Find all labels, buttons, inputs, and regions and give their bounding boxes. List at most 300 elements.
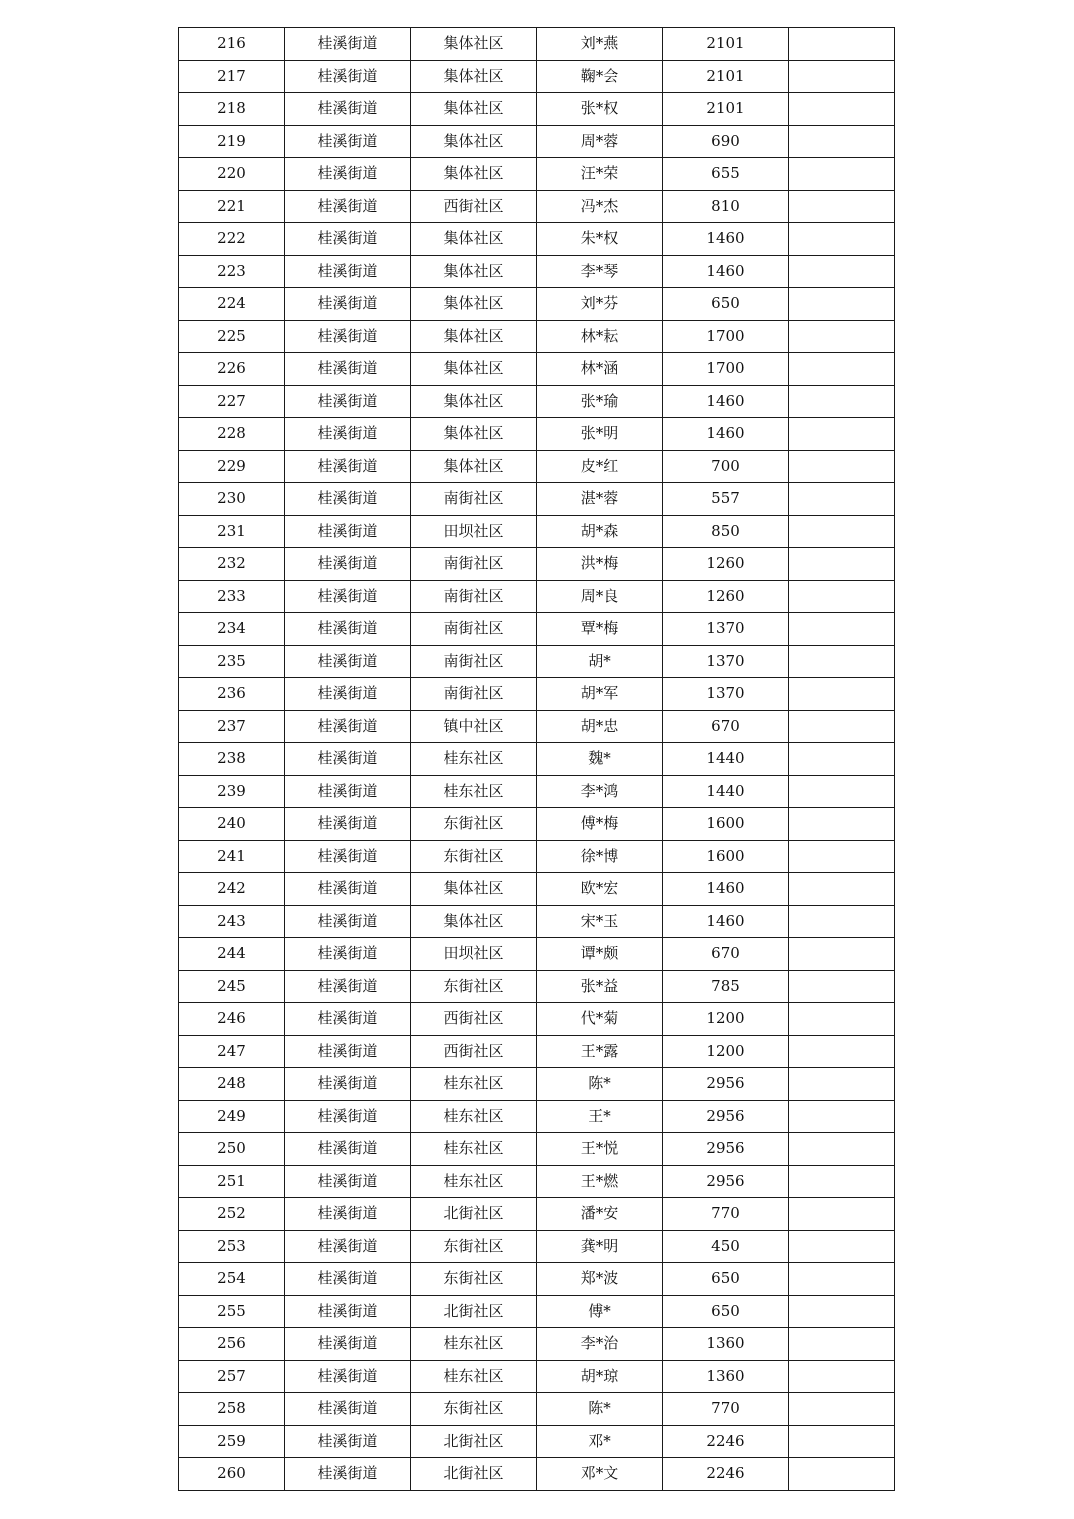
name-cell: 王*露: [537, 1035, 663, 1068]
row-number-cell: 229: [179, 450, 285, 483]
community-cell: 西街社区: [411, 1003, 537, 1036]
row-number-cell: 246: [179, 1003, 285, 1036]
row-number-cell: 221: [179, 190, 285, 223]
row-number-cell: 243: [179, 905, 285, 938]
table-row: [179, 450, 895, 483]
community-cell: 南街社区: [411, 548, 537, 581]
name-cell: 胡*军: [537, 678, 663, 711]
row-number-cell: 216: [179, 28, 285, 61]
row-number-cell: 234: [179, 613, 285, 646]
name-cell: 王*悦: [537, 1133, 663, 1166]
street-cell: 桂溪街道: [285, 1263, 411, 1296]
name-cell: 李*治: [537, 1328, 663, 1361]
amount-cell: 2956: [663, 1100, 789, 1133]
street-cell: 桂溪街道: [285, 1458, 411, 1491]
street-cell: 桂溪街道: [285, 1425, 411, 1458]
community-cell: 集体社区: [411, 450, 537, 483]
remark-cell: [789, 1100, 895, 1133]
row-number-cell: 232: [179, 548, 285, 581]
table-row: [179, 1165, 895, 1198]
street-cell: 桂溪街道: [285, 320, 411, 353]
name-cell: 湛*蓉: [537, 483, 663, 516]
amount-cell: 1460: [663, 385, 789, 418]
row-number-cell: 237: [179, 710, 285, 743]
row-number-cell: 247: [179, 1035, 285, 1068]
amount-cell: 1370: [663, 645, 789, 678]
community-cell: 西街社区: [411, 1035, 537, 1068]
community-cell: 集体社区: [411, 288, 537, 321]
street-cell: 桂溪街道: [285, 1100, 411, 1133]
amount-cell: 670: [663, 938, 789, 971]
community-cell: 集体社区: [411, 353, 537, 386]
community-cell: 东街社区: [411, 1230, 537, 1263]
row-number-cell: 236: [179, 678, 285, 711]
amount-cell: 785: [663, 970, 789, 1003]
community-cell: 桂东社区: [411, 1360, 537, 1393]
community-cell: 集体社区: [411, 60, 537, 93]
name-cell: 胡*琼: [537, 1360, 663, 1393]
community-cell: 南街社区: [411, 580, 537, 613]
row-number-cell: 231: [179, 515, 285, 548]
amount-cell: 1440: [663, 775, 789, 808]
table-row: [179, 515, 895, 548]
row-number-cell: 256: [179, 1328, 285, 1361]
row-number-cell: 219: [179, 125, 285, 158]
row-number-cell: 253: [179, 1230, 285, 1263]
name-cell: 王*: [537, 1100, 663, 1133]
community-cell: 镇中社区: [411, 710, 537, 743]
name-cell: 傅*梅: [537, 808, 663, 841]
street-cell: 桂溪街道: [285, 1230, 411, 1263]
remark-cell: [789, 223, 895, 256]
amount-cell: 770: [663, 1198, 789, 1231]
amount-cell: 650: [663, 1263, 789, 1296]
table-row: [179, 580, 895, 613]
table-row: [179, 60, 895, 93]
remark-cell: [789, 808, 895, 841]
name-cell: 陈*: [537, 1068, 663, 1101]
name-cell: 李*鸿: [537, 775, 663, 808]
table-row: [179, 970, 895, 1003]
name-cell: 刘*芬: [537, 288, 663, 321]
street-cell: 桂溪街道: [285, 613, 411, 646]
remark-cell: [789, 613, 895, 646]
table-row: [179, 353, 895, 386]
amount-cell: 2956: [663, 1165, 789, 1198]
community-cell: 北街社区: [411, 1198, 537, 1231]
row-number-cell: 254: [179, 1263, 285, 1296]
remark-cell: [789, 158, 895, 191]
street-cell: 桂溪街道: [285, 158, 411, 191]
community-cell: 集体社区: [411, 125, 537, 158]
remark-cell: [789, 255, 895, 288]
remark-cell: [789, 320, 895, 353]
street-cell: 桂溪街道: [285, 1068, 411, 1101]
remark-cell: [789, 483, 895, 516]
name-cell: 欧*宏: [537, 873, 663, 906]
table-row: [179, 1328, 895, 1361]
community-cell: 北街社区: [411, 1425, 537, 1458]
amount-cell: 650: [663, 288, 789, 321]
row-number-cell: 233: [179, 580, 285, 613]
table-row: [179, 613, 895, 646]
remark-cell: [789, 548, 895, 581]
street-cell: 桂溪街道: [285, 840, 411, 873]
table-row: [179, 548, 895, 581]
row-number-cell: 230: [179, 483, 285, 516]
street-cell: 桂溪街道: [285, 1133, 411, 1166]
row-number-cell: 239: [179, 775, 285, 808]
amount-cell: 650: [663, 1295, 789, 1328]
street-cell: 桂溪街道: [285, 808, 411, 841]
street-cell: 桂溪街道: [285, 450, 411, 483]
name-cell: 邓*文: [537, 1458, 663, 1491]
name-cell: 冯*杰: [537, 190, 663, 223]
row-number-cell: 251: [179, 1165, 285, 1198]
table-row: [179, 1003, 895, 1036]
remark-cell: [789, 678, 895, 711]
community-cell: 集体社区: [411, 28, 537, 61]
row-number-cell: 250: [179, 1133, 285, 1166]
community-cell: 集体社区: [411, 873, 537, 906]
name-cell: 李*琴: [537, 255, 663, 288]
amount-cell: 1440: [663, 743, 789, 776]
row-number-cell: 218: [179, 93, 285, 126]
remark-cell: [789, 1003, 895, 1036]
community-cell: 桂东社区: [411, 1165, 537, 1198]
row-number-cell: 238: [179, 743, 285, 776]
name-cell: 胡*忠: [537, 710, 663, 743]
community-cell: 桂东社区: [411, 1133, 537, 1166]
amount-cell: 450: [663, 1230, 789, 1263]
remark-cell: [789, 93, 895, 126]
remark-cell: [789, 385, 895, 418]
table-row: [179, 190, 895, 223]
community-cell: 北街社区: [411, 1295, 537, 1328]
amount-cell: 1700: [663, 320, 789, 353]
community-cell: 集体社区: [411, 223, 537, 256]
name-cell: 代*菊: [537, 1003, 663, 1036]
row-number-cell: 244: [179, 938, 285, 971]
street-cell: 桂溪街道: [285, 1360, 411, 1393]
remark-cell: [789, 970, 895, 1003]
name-cell: 胡*森: [537, 515, 663, 548]
row-number-cell: 242: [179, 873, 285, 906]
street-cell: 桂溪街道: [285, 288, 411, 321]
name-cell: 洪*梅: [537, 548, 663, 581]
remark-cell: [789, 288, 895, 321]
street-cell: 桂溪街道: [285, 223, 411, 256]
table-row: [179, 1133, 895, 1166]
row-number-cell: 252: [179, 1198, 285, 1231]
amount-cell: 1460: [663, 223, 789, 256]
amount-cell: 2246: [663, 1425, 789, 1458]
row-number-cell: 223: [179, 255, 285, 288]
street-cell: 桂溪街道: [285, 515, 411, 548]
street-cell: 桂溪街道: [285, 1003, 411, 1036]
table-row: [179, 1230, 895, 1263]
remark-cell: [789, 1295, 895, 1328]
remark-cell: [789, 1198, 895, 1231]
amount-cell: 2246: [663, 1458, 789, 1491]
amount-cell: 770: [663, 1393, 789, 1426]
amount-cell: 810: [663, 190, 789, 223]
community-cell: 东街社区: [411, 808, 537, 841]
amount-cell: 850: [663, 515, 789, 548]
remark-cell: [789, 125, 895, 158]
table-row: [179, 808, 895, 841]
street-cell: 桂溪街道: [285, 1165, 411, 1198]
amount-cell: 1260: [663, 548, 789, 581]
street-cell: 桂溪街道: [285, 873, 411, 906]
name-cell: 刘*燕: [537, 28, 663, 61]
amount-cell: 655: [663, 158, 789, 191]
street-cell: 桂溪街道: [285, 645, 411, 678]
table-row: [179, 223, 895, 256]
street-cell: 桂溪街道: [285, 905, 411, 938]
name-cell: 龚*明: [537, 1230, 663, 1263]
remark-cell: [789, 645, 895, 678]
street-cell: 桂溪街道: [285, 28, 411, 61]
table-row: [179, 743, 895, 776]
name-cell: 张*益: [537, 970, 663, 1003]
row-number-cell: 225: [179, 320, 285, 353]
community-cell: 东街社区: [411, 840, 537, 873]
street-cell: 桂溪街道: [285, 385, 411, 418]
amount-cell: 1460: [663, 418, 789, 451]
row-number-cell: 241: [179, 840, 285, 873]
remark-cell: [789, 1425, 895, 1458]
table-row: [179, 905, 895, 938]
street-cell: 桂溪街道: [285, 580, 411, 613]
amount-cell: 1260: [663, 580, 789, 613]
remark-cell: [789, 873, 895, 906]
street-cell: 桂溪街道: [285, 938, 411, 971]
name-cell: 汪*荣: [537, 158, 663, 191]
amount-cell: 1370: [663, 613, 789, 646]
amount-cell: 1370: [663, 678, 789, 711]
table-row: [179, 1295, 895, 1328]
table-row: [179, 678, 895, 711]
remark-cell: [789, 1035, 895, 1068]
table-row: [179, 125, 895, 158]
row-number-cell: 248: [179, 1068, 285, 1101]
street-cell: 桂溪街道: [285, 125, 411, 158]
name-cell: 宋*玉: [537, 905, 663, 938]
name-cell: 朱*权: [537, 223, 663, 256]
community-cell: 西街社区: [411, 190, 537, 223]
name-cell: 傅*: [537, 1295, 663, 1328]
table-row: [179, 1100, 895, 1133]
name-cell: 林*涵: [537, 353, 663, 386]
remark-cell: [789, 840, 895, 873]
community-cell: 集体社区: [411, 93, 537, 126]
amount-cell: 1600: [663, 808, 789, 841]
remark-cell: [789, 28, 895, 61]
community-cell: 集体社区: [411, 320, 537, 353]
amount-cell: 2101: [663, 60, 789, 93]
name-cell: 胡*: [537, 645, 663, 678]
community-cell: 南街社区: [411, 613, 537, 646]
community-cell: 田坝社区: [411, 938, 537, 971]
community-cell: 集体社区: [411, 905, 537, 938]
row-number-cell: 228: [179, 418, 285, 451]
street-cell: 桂溪街道: [285, 1393, 411, 1426]
name-cell: 谭*颇: [537, 938, 663, 971]
amount-cell: 2101: [663, 93, 789, 126]
table-row: [179, 1198, 895, 1231]
row-number-cell: 220: [179, 158, 285, 191]
street-cell: 桂溪街道: [285, 60, 411, 93]
amount-cell: 1200: [663, 1003, 789, 1036]
remark-cell: [789, 1068, 895, 1101]
name-cell: 张*权: [537, 93, 663, 126]
name-cell: 周*良: [537, 580, 663, 613]
table-row: [179, 320, 895, 353]
remark-cell: [789, 580, 895, 613]
table-row: [179, 710, 895, 743]
row-number-cell: 217: [179, 60, 285, 93]
table-row: [179, 28, 895, 61]
street-cell: 桂溪街道: [285, 255, 411, 288]
remark-cell: [789, 743, 895, 776]
street-cell: 桂溪街道: [285, 1328, 411, 1361]
street-cell: 桂溪街道: [285, 93, 411, 126]
row-number-cell: 255: [179, 1295, 285, 1328]
table-row: [179, 873, 895, 906]
table-row: [179, 158, 895, 191]
remark-cell: [789, 938, 895, 971]
table-row: [179, 1263, 895, 1296]
remark-cell: [789, 1165, 895, 1198]
community-cell: 东街社区: [411, 1393, 537, 1426]
name-cell: 周*蓉: [537, 125, 663, 158]
name-cell: 张*明: [537, 418, 663, 451]
table-row: [179, 483, 895, 516]
table-row: [179, 418, 895, 451]
street-cell: 桂溪街道: [285, 1198, 411, 1231]
community-cell: 集体社区: [411, 255, 537, 288]
name-cell: 林*耘: [537, 320, 663, 353]
community-cell: 桂东社区: [411, 1100, 537, 1133]
street-cell: 桂溪街道: [285, 483, 411, 516]
remark-cell: [789, 515, 895, 548]
name-cell: 邓*: [537, 1425, 663, 1458]
remark-cell: [789, 1133, 895, 1166]
amount-cell: 1460: [663, 873, 789, 906]
table-row: [179, 840, 895, 873]
row-number-cell: 257: [179, 1360, 285, 1393]
name-cell: 张*瑜: [537, 385, 663, 418]
remark-cell: [789, 190, 895, 223]
community-cell: 东街社区: [411, 970, 537, 1003]
amount-cell: 1460: [663, 905, 789, 938]
remark-cell: [789, 1458, 895, 1491]
row-number-cell: 258: [179, 1393, 285, 1426]
amount-cell: 690: [663, 125, 789, 158]
street-cell: 桂溪街道: [285, 970, 411, 1003]
row-number-cell: 235: [179, 645, 285, 678]
community-cell: 桂东社区: [411, 775, 537, 808]
table-row: [179, 1360, 895, 1393]
street-cell: 桂溪街道: [285, 190, 411, 223]
row-number-cell: 222: [179, 223, 285, 256]
remark-cell: [789, 60, 895, 93]
street-cell: 桂溪街道: [285, 418, 411, 451]
table-row: [179, 288, 895, 321]
street-cell: 桂溪街道: [285, 743, 411, 776]
row-number-cell: 240: [179, 808, 285, 841]
amount-cell: 1600: [663, 840, 789, 873]
remark-cell: [789, 1230, 895, 1263]
community-cell: 田坝社区: [411, 515, 537, 548]
community-cell: 东街社区: [411, 1263, 537, 1296]
name-cell: 徐*博: [537, 840, 663, 873]
table-row: [179, 255, 895, 288]
name-cell: 皮*红: [537, 450, 663, 483]
amount-cell: 2101: [663, 28, 789, 61]
remark-cell: [789, 418, 895, 451]
data-table: [178, 27, 895, 1491]
table-row: [179, 938, 895, 971]
remark-cell: [789, 353, 895, 386]
street-cell: 桂溪街道: [285, 353, 411, 386]
row-number-cell: 227: [179, 385, 285, 418]
table-row: [179, 1425, 895, 1458]
remark-cell: [789, 1263, 895, 1296]
table-body: [179, 28, 895, 1491]
name-cell: 郑*波: [537, 1263, 663, 1296]
name-cell: 鞠*会: [537, 60, 663, 93]
name-cell: 覃*梅: [537, 613, 663, 646]
amount-cell: 557: [663, 483, 789, 516]
street-cell: 桂溪街道: [285, 678, 411, 711]
community-cell: 北街社区: [411, 1458, 537, 1491]
community-cell: 南街社区: [411, 678, 537, 711]
street-cell: 桂溪街道: [285, 1295, 411, 1328]
street-cell: 桂溪街道: [285, 1035, 411, 1068]
row-number-cell: 226: [179, 353, 285, 386]
row-number-cell: 249: [179, 1100, 285, 1133]
table-row: [179, 93, 895, 126]
table-row: [179, 645, 895, 678]
row-number-cell: 224: [179, 288, 285, 321]
remark-cell: [789, 1360, 895, 1393]
row-number-cell: 245: [179, 970, 285, 1003]
name-cell: 王*燃: [537, 1165, 663, 1198]
community-cell: 集体社区: [411, 158, 537, 191]
amount-cell: 1360: [663, 1328, 789, 1361]
table-row: [179, 1068, 895, 1101]
name-cell: 潘*安: [537, 1198, 663, 1231]
amount-cell: 670: [663, 710, 789, 743]
row-number-cell: 260: [179, 1458, 285, 1491]
remark-cell: [789, 775, 895, 808]
amount-cell: 700: [663, 450, 789, 483]
community-cell: 桂东社区: [411, 743, 537, 776]
amount-cell: 2956: [663, 1133, 789, 1166]
name-cell: 魏*: [537, 743, 663, 776]
amount-cell: 1200: [663, 1035, 789, 1068]
remark-cell: [789, 1393, 895, 1426]
street-cell: 桂溪街道: [285, 775, 411, 808]
amount-cell: 1460: [663, 255, 789, 288]
amount-cell: 2956: [663, 1068, 789, 1101]
community-cell: 南街社区: [411, 645, 537, 678]
name-cell: 陈*: [537, 1393, 663, 1426]
remark-cell: [789, 905, 895, 938]
table-row: [179, 1458, 895, 1491]
